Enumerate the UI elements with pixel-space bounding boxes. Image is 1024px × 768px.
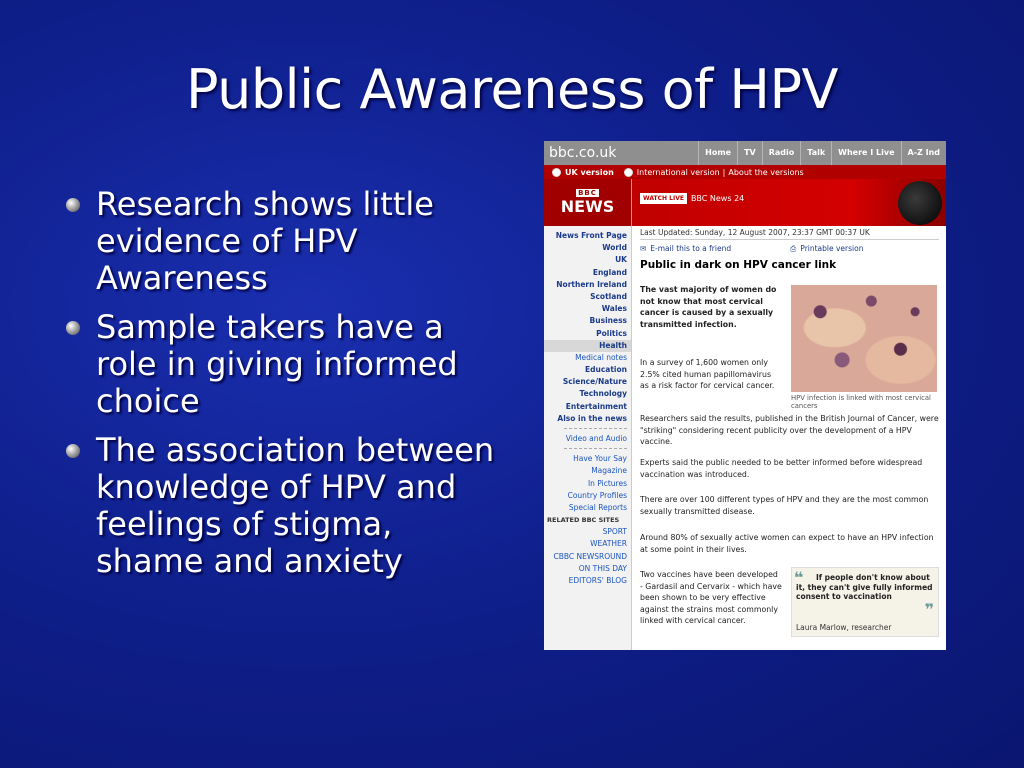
sidebar-item-special-reports[interactable]: Special Reports <box>568 502 627 512</box>
bbc-body <box>544 226 946 650</box>
sidebar-item-wales[interactable]: Wales <box>601 304 627 314</box>
sidebar-item-england[interactable]: England <box>592 267 627 277</box>
sidebar-item-in-pictures[interactable]: In Pictures <box>587 478 627 488</box>
related-item-cbbc-newsround[interactable]: CBBC NEWSROUND <box>553 551 627 561</box>
sidebar-item-have-your-say[interactable]: Have Your Say <box>573 454 627 464</box>
sidebar-item-entertainment[interactable]: Entertainment <box>565 401 627 411</box>
news-logo-word: NEWS <box>560 197 615 216</box>
hpv-cell-image <box>791 285 937 392</box>
sidebar-item-medical-notes[interactable]: Medical notes <box>575 352 627 362</box>
radio-icon[interactable] <box>624 168 633 177</box>
sidebar-item-news-front-page[interactable]: News Front Page <box>555 231 627 240</box>
open-quote-icon: ❝ <box>794 568 804 587</box>
print-icon: ⎙ <box>790 244 797 253</box>
sidebar-item-health[interactable]: Health <box>544 340 631 352</box>
bullet-text: Sample takers have a role in giving informed choice <box>96 308 458 420</box>
bullet-item <box>66 309 506 420</box>
nav-talk[interactable]: Talk <box>800 141 831 165</box>
article-main <box>632 226 946 650</box>
news-banner <box>544 179 946 226</box>
sidebar-item-video-and-audio[interactable]: Video and Audio <box>565 434 627 443</box>
about-versions-link[interactable]: About the versions <box>728 167 804 177</box>
article-paragraph: Two vaccines have been developed - Gardasil and Cervarix - which have been shown to be very effective against the strains most commonly linked with cervical cancer. <box>640 570 782 625</box>
article-paragraph: Researchers said the results, published in the British Journal of Cancer, were "striking" considering recent publicity over the development of a HPV vaccine. <box>640 414 939 446</box>
bullet-sphere-icon <box>66 309 96 420</box>
watch-live-link[interactable] <box>640 193 744 204</box>
email-icon: ✉ <box>640 244 647 253</box>
print-link[interactable]: Printable version <box>800 244 864 253</box>
updated-value: Sunday, 12 August 2007, 23:37 GMT 00:37 UK <box>694 228 870 237</box>
sidebar-divider <box>564 448 627 449</box>
bullet-sphere-icon <box>66 432 96 580</box>
article-paragraph: In a survey of 1,600 women only 2.5% cited human papillomavirus as a risk factor for cervical cancer. <box>640 358 775 390</box>
bullet-item <box>66 432 506 580</box>
article-intro: The vast majority of women do not know that most cervical cancer is caused by a sexually transmitted infection. <box>640 285 777 329</box>
sidebar-item-science-nature[interactable]: Science/Nature <box>562 377 627 387</box>
slide-title: Public Awareness of HPV <box>186 58 838 121</box>
quote-author: Laura Marlow, researcher <box>796 623 892 632</box>
quote-text: If people don't know about it, they can't give fully informed consent to vaccination <box>796 573 933 601</box>
article-paragraph: Experts said the public needed to be better informed before widespread vaccination was introduced. <box>640 458 923 479</box>
article-headline: Public in dark on HPV cancer link <box>640 259 837 271</box>
updated-label: Last Updated: <box>640 228 693 237</box>
bbc-nav <box>698 141 946 165</box>
version-bar: UK version International version | About the versions <box>544 165 946 179</box>
banner-area <box>631 179 946 226</box>
related-item-editors-blog[interactable]: EDITORS' BLOG <box>568 575 627 585</box>
nav-a-z-index[interactable]: A-Z Ind <box>901 141 947 165</box>
watch-live-badge: WATCH LIVE <box>640 193 687 204</box>
bbc-article-screenshot <box>544 141 946 650</box>
sidebar-item-country-profiles[interactable]: Country Profiles <box>567 490 627 500</box>
photo-caption: HPV infection is linked with most cervical cancers <box>791 394 931 410</box>
article-paragraph: Around 80% of sexually active women can expect to have an HPV infection at some point in their lives. <box>640 533 934 554</box>
sidebar-item-magazine[interactable]: Magazine <box>591 466 627 476</box>
sidebar-item-also-in-the-news[interactable]: Also in the news <box>557 413 627 423</box>
article-paragraph: There are over 100 different types of HPV and they are the most common sexually transmitted disease. <box>640 495 929 516</box>
related-item-weather[interactable]: WEATHER <box>590 539 627 549</box>
sidebar-item-world[interactable]: World <box>602 243 627 253</box>
globe-icon <box>898 181 942 225</box>
article-actions <box>640 240 939 257</box>
bullet-list <box>66 186 506 592</box>
close-quote-icon: ❞ <box>924 600 934 619</box>
bullet-text: The association between knowledge of HPV and feelings of stigma, shame and anxiety <box>96 431 495 580</box>
bbc-top-bar <box>544 141 946 165</box>
sidebar-item-education[interactable]: Education <box>585 365 627 375</box>
bullet-sphere-icon <box>66 186 96 297</box>
radio-selected-icon[interactable] <box>552 168 561 177</box>
nav-radio[interactable]: Radio <box>762 141 801 165</box>
bbc-site-name[interactable]: bbc.co.uk <box>549 145 617 161</box>
nav-tv[interactable]: TV <box>737 141 762 165</box>
related-sites-heading: RELATED BBC SITES <box>547 516 620 525</box>
nav-where-i-live[interactable]: Where I Live <box>831 141 900 165</box>
sidebar-item-technology[interactable]: Technology <box>579 389 627 399</box>
sidebar-item-uk[interactable]: UK <box>615 255 627 265</box>
bbc-sidebar <box>544 226 632 650</box>
pull-quote <box>791 567 939 637</box>
international-version-option[interactable]: International version <box>636 167 720 177</box>
related-item-on-this-day[interactable]: ON THIS DAY <box>578 563 627 573</box>
uk-version-option[interactable]: UK version <box>565 167 614 177</box>
last-updated <box>640 228 939 240</box>
bullet-text: Research shows little evidence of HPV Awareness <box>96 185 434 297</box>
bbc-news-logo[interactable] <box>544 179 631 226</box>
related-item-sport[interactable]: SPORT <box>602 527 627 537</box>
watch-live-label: BBC News 24 <box>690 194 745 203</box>
email-link[interactable]: E-mail this to a friend <box>650 244 732 253</box>
sidebar-item-business[interactable]: Business <box>589 316 627 326</box>
sidebar-item-politics[interactable]: Politics <box>596 328 627 338</box>
bullet-item <box>66 186 506 297</box>
sidebar-item-scotland[interactable]: Scotland <box>590 291 627 301</box>
nav-home[interactable]: Home <box>698 141 737 165</box>
sidebar-divider <box>564 428 627 429</box>
sidebar-item-northern-ireland[interactable]: Northern Ireland <box>556 279 627 289</box>
bbc-logo-small: BBC <box>578 189 597 197</box>
